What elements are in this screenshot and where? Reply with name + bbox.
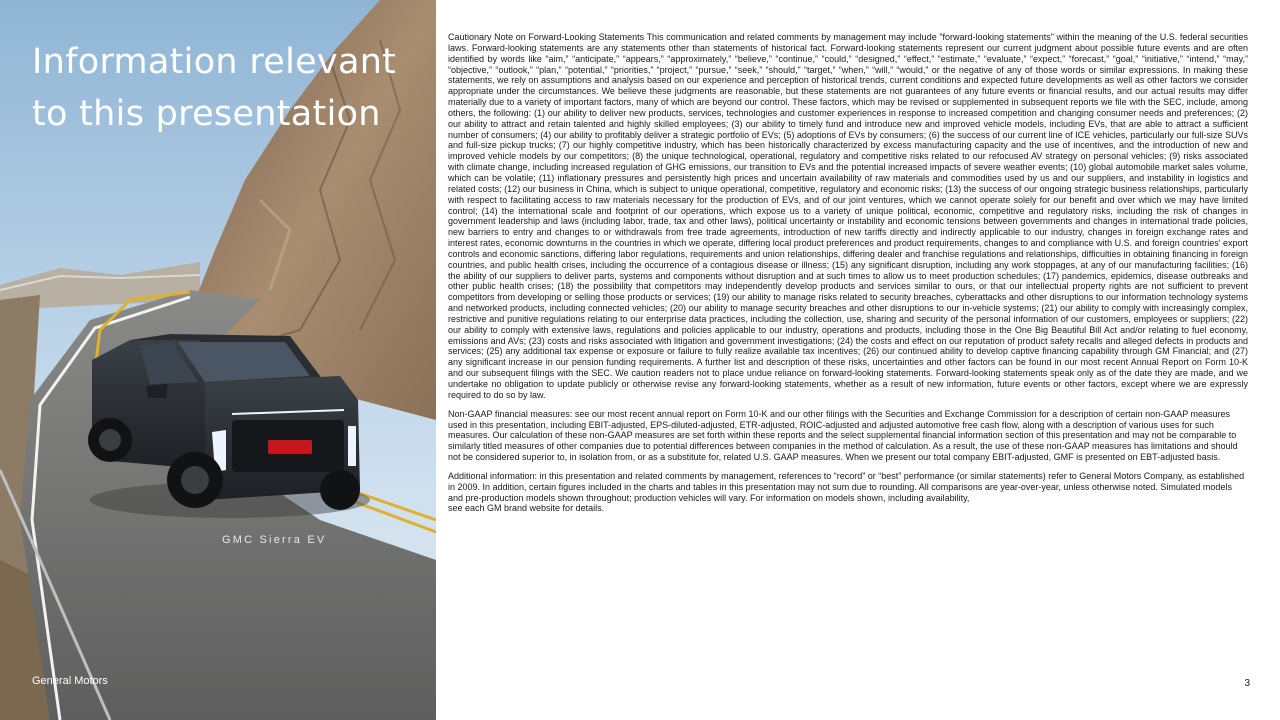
photo-caption: GMC Sierra EV (222, 534, 327, 546)
hero-photo (0, 0, 436, 720)
non-gaap-paragraph: Non-GAAP financial measures: see our most recent annual report on Form 10-K and our other filings with the Securities and Exchange Commission for a description of certain non-GAAP measures used in this presentation, including EBIT-adjusted, EPS-diluted-adjusted, ETR-adjusted, ROIC-adjusted and adjusted automotive free cash flow, along with a description of various uses for such measures. Our calculation of these non-GAAP measures are set forth within these reports and the select supplemental financial information section of this presentation and may not be comparable to similarly titled measures of other companies due to potential differences between companies in the method of calculation. As a result, the use of these non-GAAP measures has limitations and should not be considered superior to, in isolation from, or as a substitute for, related U.S. GAAP measures. When we present our total company EBIT-adjusted, GMF is presented on EBT-adjusted basis. (448, 408, 1238, 463)
additional-information-paragraph (448, 471, 1248, 514)
page-number: 3 (1244, 678, 1250, 689)
footer-brand: General Motors (32, 675, 108, 687)
forward-looking-statements-paragraph: Cautionary Note on Forward-Looking Statements This communication and related comments by management may include "forward-looking statements" within the meaning of the U.S. federal securities laws. Forward-looking statements are any statements other than statements of historical fact. Forward-looking statements represent our current judgment about possible future events and are often identified by words like “aim,” “anticipate,” “appears,” “approximately,” “believe,” “continue,” “could,” “designed,” “effect,” “estimate,” “evaluate,” “expect,” “forecast,” “goal,” “initiative,” “intend,” “may,” “objective,” “outlook,” “plan,” “potential,” “priorities,” “project,” “pursue,” “seek,” “should,” “target,” “when,” “will,” “would,” or the negative of any of those words or similar expressions. In making these statements, we rely on assumptions and analysis based on our experience and perception of historical trends, current conditions and expected future developments as well as other factors we consider appropriate under the circumstances. We believe these judgments are reasonable, but these statements are not guarantees of any future events or financial results, and our actual results may differ materially due to a variety of important factors, many of which are beyond our control. These factors, which may be revised or supplemented in subsequent reports we file with the SEC, include, among others, the following: (1) our ability to deliver new products, services, technologies and customer experiences in response to increased competition and changing consumer needs and preferences; (2) our ability to attract and retain talented and highly skilled employees; (3) our ability to timely fund and introduce new and improved vehicle models, including EVs, that are able to attract a sufficient number of consumers; (4) our ability to profitably deliver a strategic portfolio of EVs; (5) adoptions of EVs by consumers; (6) the success of our current line of ICE vehicles, particularly our full-size SUVs and full-size pickup trucks; (7) our highly competitive industry, which has been historically characterized by excess manufacturing capacity and the use of incentives, and the introduction of new and improved vehicle models by our competitors; (8) the unique technological, operational, regulatory and competitive risks related to our refocused AV strategy on personal vehicles; (9) risks associated with climate change, including increased regulation of GHG emissions, our transition to EVs and the potential increased impacts of severe weather events; (10) global automobile market sales volume, which can be volatile; (11) inflationary pressures and persistently high prices and uncertain availability of raw materials and commodities used by us and our suppliers, and instability in logistics and related costs; (12) our business in China, which is subject to unique operational, competitive, regulatory and economic risks; (13) the success of our ongoing strategic business relationships, particularly with respect to facilitating access to raw materials necessary for the production of EVs, and of our joint ventures, which we cannot operate solely for our benefit and over which we may have limited control; (14) the international scale and footprint of our operations, which expose us to a variety of unique political, economic, competitive and regulatory risks, including the risk of changes in government leadership and laws (including labor, trade, tax and other laws), political uncertainty or instability and economic tensions between governments and changes in international trade policies, new barriers to entry and changes to or withdrawals from free trade agreements, introduction of new tariffs directly and indirectly applicable to our industry, changes in foreign exchange rates and interest rates, economic downturns in the countries in which we operate, differing local product preferences and product requirements, changes to and compliance with U.S. and foreign countries' export controls and economic sanctions, differing labor regulations, requirements and union relationships, differing dealer and franchise regulations and relationships, difficulties in obtaining financing in foreign countries, and public health crises, including the occurrence of a contagious disease or illness; (15) any significant disruption, including any work stoppages, at any of our manufacturing facilities; (16) the ability of our suppliers to deliver parts, systems and components without disruption and at such times to allow us to meet production schedules; (17) pandemics, epidemics, disease outbreaks and other public health crises; (18) the possibility that competitors may independently develop products and services similar to ours, or that our intellectual property rights are not sufficient to prevent competitors from developing or selling those products or services; (19) our ability to manage risks related to security breaches, cyberattacks and other disruptions to our information technology systems and networked products, including connected vehicles; (20) our ability to manage security breaches and other disruptions to our in-vehicle systems; (21) our ability to comply with increasingly complex, restrictive and punitive regulations relating to our enterprise data practices, including the collection, use, sharing and security of the personal information of our customers, employees or suppliers; (22) our ability to comply with extensive laws, regulations and policies applicable to our industry, operations and products, including those in the One Big Beautiful Bill Act and/or relating to fuel economy, emissions and AVs; (23) costs and risks associated with litigation and government investigations; (24) the costs and effect on our reputation of product safety recalls and alleged defects in products and services; (25) any additional tax expense or exposure or failure to fully realize available tax incentives; (26) our continued ability to develop captive financing capability through GM Financial; and (27) any significant increase in our pension funding requirements. A further list and description of these risks, uncertainties and other factors can be found in our most recent Annual Report on Form 10-K and our subsequent filings with the SEC. We caution readers not to place undue reliance on forward-looking statements. Forward-looking statements speak only as of the date they are made, and we undertake no obligation to update publicly or otherwise revise any forward-looking statements, whether as a result of new information, future events or other factors, except where we are expressly required to do so by law. (448, 32, 1248, 400)
additional-information-line: Additional information: in this presentation and related comments by management, references to “record” or “best” performance (or similar statements) refer to General Motors Company, as established in 2009. In addition, certain figures included in the charts and tables in this presentation may not sum due to rounding. All comparisons are year-over-year, unless otherwise noted. Simulated models and pre-production models shown throughout; production vehicles will vary. For information on models shown, including availability, (448, 470, 1245, 503)
disclaimer-text-column (448, 32, 1248, 696)
additional-information-line: see each GM brand website for details. (448, 503, 605, 514)
slide-title: Information relevant to this presentation (32, 42, 397, 134)
